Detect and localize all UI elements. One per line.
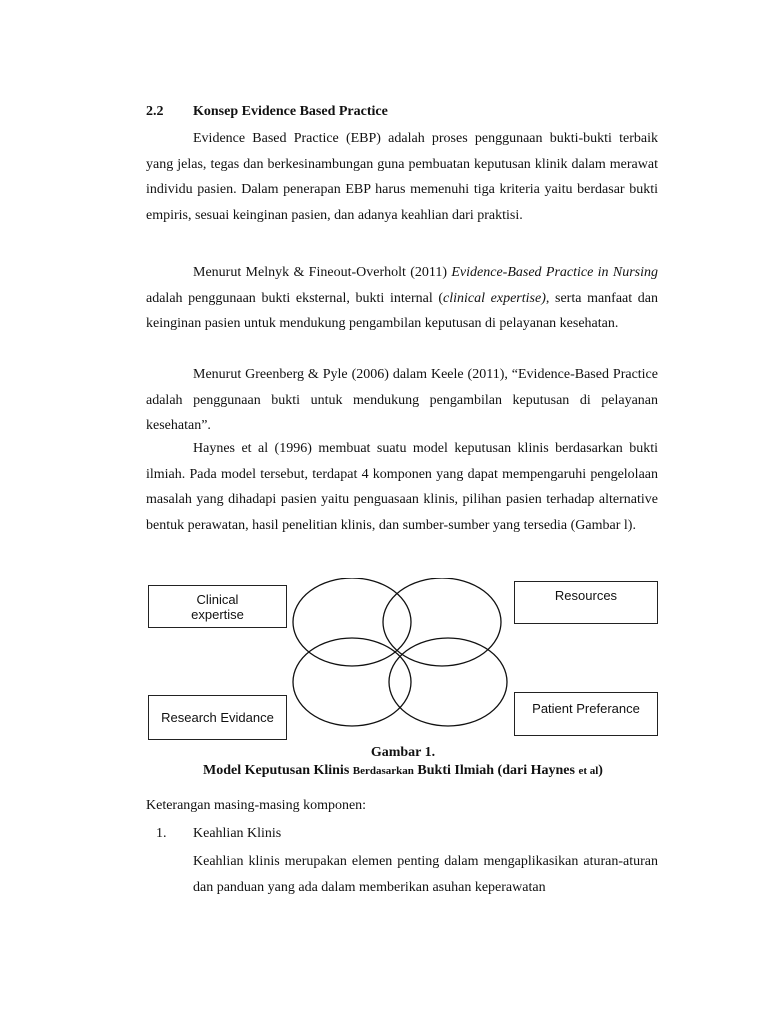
keterangan-heading: Keterangan masing-masing komponen: [146,798,367,813]
caption-part-c: Bukti Ilmiah (dari Haynes [413,763,579,778]
box-patient-preference: Patient Preferance [514,692,658,736]
venn-circle-top-left [293,578,411,666]
section-number: 2.2 [146,104,164,119]
paragraph-greenberg: Menurut Greenberg & Pyle (2006) dalam Keele (2011), “Evidence-Based Practice adalah penggunaan bukti untuk mendukung pengambilan keputusan di pelayanan kesehatan”. [146,367,658,433]
list-item-body: Keahlian klinis merupakan elemen penting dalam mengaplikasikan aturan-aturan dan panduan yang ada dalam memberikan asuhan keperawatan [193,854,658,895]
box-resources: Resources [514,581,658,624]
haynes-model-diagram [146,578,660,740]
caption-part-e: ) [598,763,603,778]
list-item-number: 1. [156,826,167,841]
section-title: Konsep Evidence Based Practice [193,104,388,119]
p2-text-c: adalah penggunaan bukti eksternal, bukti internal ( [146,290,444,306]
p2-text-e: , serta manfaat dan keinginan pasien untuk mendukung pengambilan keputusan di pelayanan kesehatan. [146,290,659,331]
clinical-label-line2: expertise [191,607,244,622]
box-clinical-expertise [148,585,287,628]
figure-caption-title [146,763,660,779]
section-heading [146,104,388,120]
caption-part-a: Model Keputusan Klinis [203,763,353,778]
caption-part-b: Berdasarkan [352,765,414,777]
p2-text-a: Menurut Melnyk & Fineout-Overholt (2011) [193,265,452,280]
paragraph-melnyk [146,260,658,337]
caption-part-d: et al [578,765,599,777]
p2-italic-clinical-expertise: clinical expertise) [443,290,546,306]
venn-circle-bottom-right [389,638,507,726]
paragraph-ebp-definition: Evidence Based Practice (EBP) adalah proses penggunaan bukti-bukti terbaik yang jelas, tegas dan berkesinambungan guna pembuatan keputusan klinik dalam merawat individu pasien. Dalam penerapan EBP harus memenuhi tiga kriteria yaitu berdasar bukti empiris, sesuai keinginan pasien, dan adanya keahlian dari praktisi. [146,131,658,223]
venn-circle-bottom-left [293,638,411,726]
list-item-title: Keahlian Klinis [193,826,282,841]
figure-caption-number: Gambar 1. [370,745,436,760]
venn-circle-top-right [383,578,501,666]
box-research-evidence: Research Evidance [148,695,287,740]
paragraph-haynes: Haynes et al (1996) membuat suatu model keputusan klinis berdasarkan bukti ilmiah. Pada model tersebut, terdapat 4 komponen yang dapat mempengaruhi pengelolaan masalah yang dihadapi pasien yaitu penguasaan klinis, pilihan pasien terhadap alternative bentuk perawatan, hasil penelitian klinis, dan sumber-sumber yang tersedia (Gambar l). [146,441,658,533]
p2-italic-ebp-nursing: Evidence-Based Practice in Nursing [451,265,659,280]
clinical-label-line1: Clinical [196,592,239,607]
